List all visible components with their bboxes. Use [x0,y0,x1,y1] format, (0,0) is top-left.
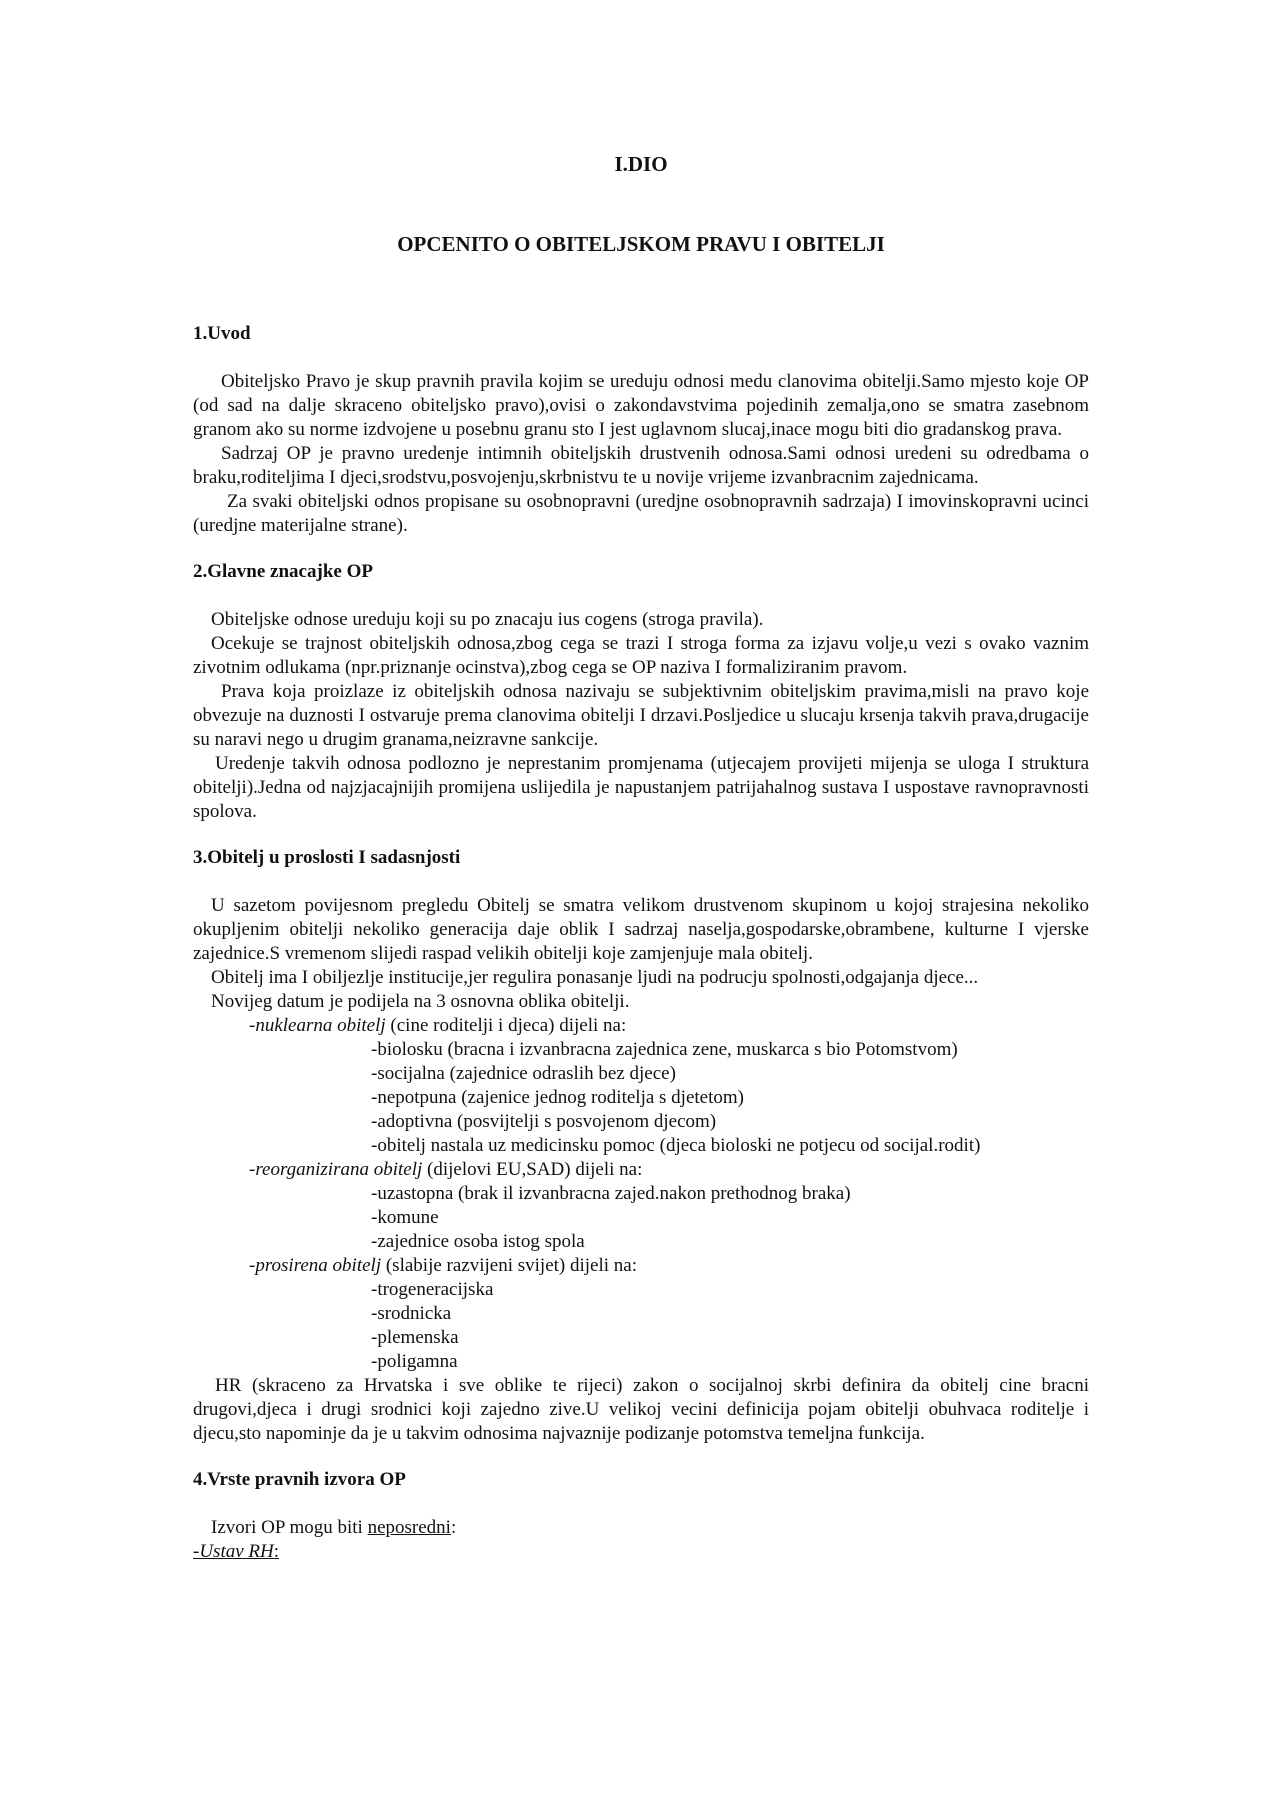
section-2-paragraph: Uredenje takvih odnosa podlozno je neprestanim promjenama (utjecajem provijeti mijenja se uloga I struktura obitelji).Jedna od najzjacajnijih promijena uslijedila je napustanjem patrijahalnog sustava I uspostave ravnopravnosti spolova. [193,753,1089,822]
family-subtype: -poligamna [371,1351,458,1372]
family-subtype: -nepotpuna (zajenice jednog roditelja s djetetom) [371,1087,744,1108]
family-subtype: -adoptivna (posvijtelji s posvojenom djecom) [371,1111,717,1132]
main-title: OPCENITO O OBITELJSKOM PRAVU I OBITELJI [397,232,885,256]
family-type-desc: (slabije razvijeni svijet) dijeli na: [381,1255,637,1276]
part-title: I.DIO [614,152,668,176]
section-2-heading: 2.Glavne znacajke OP [193,561,373,582]
family-subtype: -uzastopna (brak il izvanbracna zajed.nakon prethodnog braka) [371,1183,851,1204]
family-type-nuclear [193,1014,1089,1038]
neposredni-term: neposredni [367,1517,451,1538]
section-1-paragraph: Za svaki obiteljski odnos propisane su osobnopravni (uredjne osobnopravnih sadrzaja) I imovinskopravni ucinci (uredjne materijalne strane). [193,491,1089,536]
family-subtype: -komune [371,1207,439,1228]
family-type-extended [193,1254,1089,1278]
section-3-closing: HR (skraceno za Hrvatska i sve oblike te rijeci) zakon o socijalnoj skrbi definira da obitelj cine bracni drugovi,djeca i drugi srodnici koji zajedno zive.U velikoj vecini definicija pojam obitelji obuhvaca roditelje i djecu,sto napominje da je u takvim odnosima najvaznije podizanje potomstva temeljna funkcija. [193,1375,1089,1444]
family-subtype: -trogeneracijska [371,1279,494,1300]
family-type-reorganized [193,1158,1089,1182]
ustav-colon: : [273,1541,280,1562]
family-subtype: -biolosku (bracna i izvanbracna zajednica zene, muskarca s bio Potomstvom) [371,1039,958,1060]
document-body [193,322,1089,1564]
family-subtype: -plemenska [371,1327,459,1348]
section-1-paragraph: Sadrzaj OP je pravno uredenje intimnih obiteljskih drustvenih odnosa.Sami odnosi uredeni su odredbama o braku,roditeljima I djeci,srodstvu,posvojenju,skrbnistvu te u novije vrijeme izvanbracnim zajednicama. [193,443,1089,488]
section-2-paragraph: Ocekuje se trajnost obiteljskih odnosa,zbog cega se trazi I stroga forma za izjavu volje,u vezi s ovako vaznim zivotnim odlukama (npr.priznanje ocinstva),zbog cega se OP naziva I formaliziranim pravom. [193,633,1089,678]
section-4-intro [193,1516,1089,1540]
family-subtype: -zajednice osoba istog spola [371,1231,585,1252]
section-3-heading: 3.Obitelj u proslosti I sadasnjosti [193,847,461,868]
family-subtype: -srodnicka [371,1303,452,1324]
family-subtype: -socijalna (zajednice odraslih bez djece) [371,1063,676,1084]
family-type-name: -reorganizirana obitelj [249,1159,423,1180]
family-type-desc: (cine roditelji i djeca) dijeli na: [385,1015,627,1036]
section-4-intro-text: Izvori OP mogu biti [211,1517,368,1538]
section-1-heading: 1.Uvod [193,323,251,344]
section-1-paragraph: Obiteljsko Pravo je skup pravnih pravila kojim se ureduju odnosi medu clanovima obitelji.Samo mjesto koje OP (od sad na dalje skraceno obiteljsko pravo),ovisi o zakondavstvima pojedinih zemalja,ono se smatra zasebnom granom ako su norme izdvojene u posebnu granu sto I jest uglavnom slucaj,inace mogu biti dio gradanskog prava. [193,371,1089,440]
family-type-desc: (dijelovi EU,SAD) dijeli na: [422,1159,643,1180]
section-4-intro-end: : [450,1517,457,1538]
family-type-name: -nuklearna obitelj [249,1015,386,1036]
section-3-paragraph: Obitelj ima I obiljezlje institucije,jer regulira ponasanje ljudi na podrucju spolnosti,odgajanja djece... [211,967,979,988]
family-subtype: -obitelj nastala uz medicinsku pomoc (djeca bioloski ne potjecu od socijal.rodit) [371,1135,981,1156]
section-3-paragraph: U sazetom povijesnom pregledu Obitelj se smatra velikom drustvenom skupinom u kojoj strajesina nekoliko okupljenim obitelji nekoliko generacija daje oblik I sadrzaj naselja,gospodarske,obrambene, kulturne I vjerske zajednice.S vremenom slijedi raspad velikih obitelji koje zamjenjuje mala obitelj. [193,895,1089,964]
ustav-term: -Ustav RH [193,1541,274,1562]
section-2-paragraph: Prava koja proizlaze iz obiteljskih odnosa nazivaju se subjektivnim obiteljskim pravima,misli na pravo koje obvezuje na duznosti I ostvaruje prema clanovima obitelji I drzavi.Posljedice u slucaju krsenja takvih prava,drugacije su naravi nego u drugim granama,neizravne sankcije. [193,681,1089,750]
ustav-item [193,1540,1089,1564]
family-type-name: -prosirena obitelj [249,1255,382,1276]
section-4-heading: 4.Vrste pravnih izvora OP [193,1469,406,1490]
section-3-paragraph: Novijeg datum je podijela na 3 osnovna oblika obitelji. [211,991,630,1012]
section-2-paragraph: Obiteljske odnose ureduju koji su po znacaju ius cogens (stroga pravila). [211,609,764,630]
